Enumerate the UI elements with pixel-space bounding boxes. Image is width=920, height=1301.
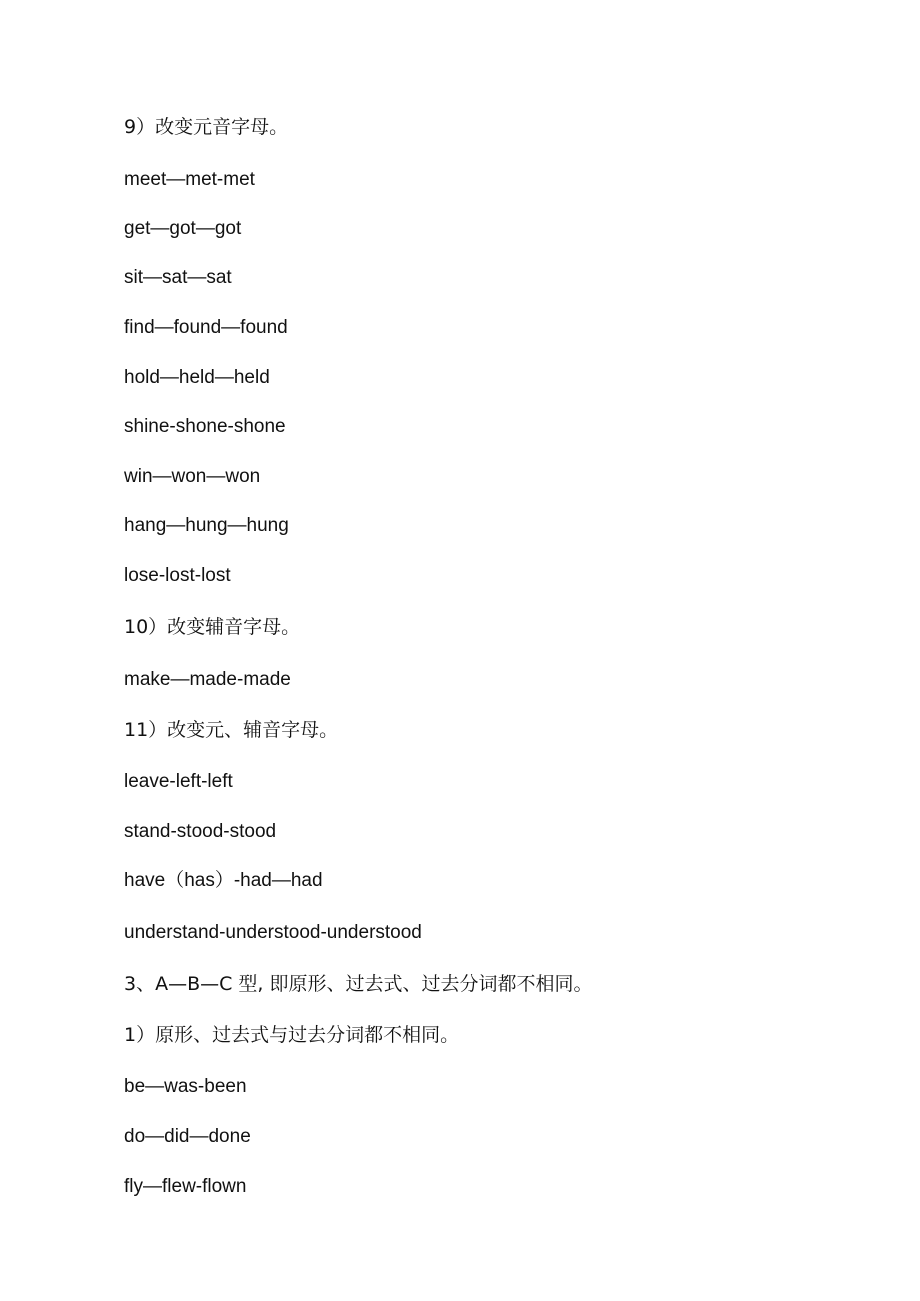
verb-line: sit—sat—sat	[124, 267, 232, 288]
section-heading-abc: 3、A—B—C 型, 即原形、过去式、过去分词都不相同。	[124, 973, 593, 995]
verb-line: understand-understood-understood	[124, 922, 422, 943]
verb-line: be—was-been	[124, 1076, 247, 1097]
verb-line: have（has）-had—had	[124, 870, 323, 891]
verb-line: shine-shone-shone	[124, 416, 286, 437]
verb-line: do—did—done	[124, 1126, 251, 1147]
verb-line: hold—held—held	[124, 367, 270, 388]
verb-line: lose-lost-lost	[124, 565, 231, 586]
verb-line: make—made-made	[124, 669, 291, 690]
section-heading-9: 9）改变元音字母。	[124, 116, 289, 138]
verb-line: meet—met-met	[124, 169, 255, 190]
verb-line: hang—hung—hung	[124, 515, 289, 536]
verb-line: win—won—won	[124, 466, 261, 487]
verb-line: find—found—found	[124, 317, 288, 338]
section-heading-1: 1）原形、过去式与过去分词都不相同。	[124, 1024, 460, 1046]
verb-line: stand-stood-stood	[124, 821, 277, 842]
verb-line: get—got—got	[124, 218, 242, 239]
section-heading-11: 11）改变元、辅音字母。	[124, 719, 339, 741]
verb-line: fly—flew-flown	[124, 1176, 247, 1197]
section-heading-10: 10）改变辅音字母。	[124, 616, 301, 638]
verb-line: leave-left-left	[124, 771, 233, 792]
